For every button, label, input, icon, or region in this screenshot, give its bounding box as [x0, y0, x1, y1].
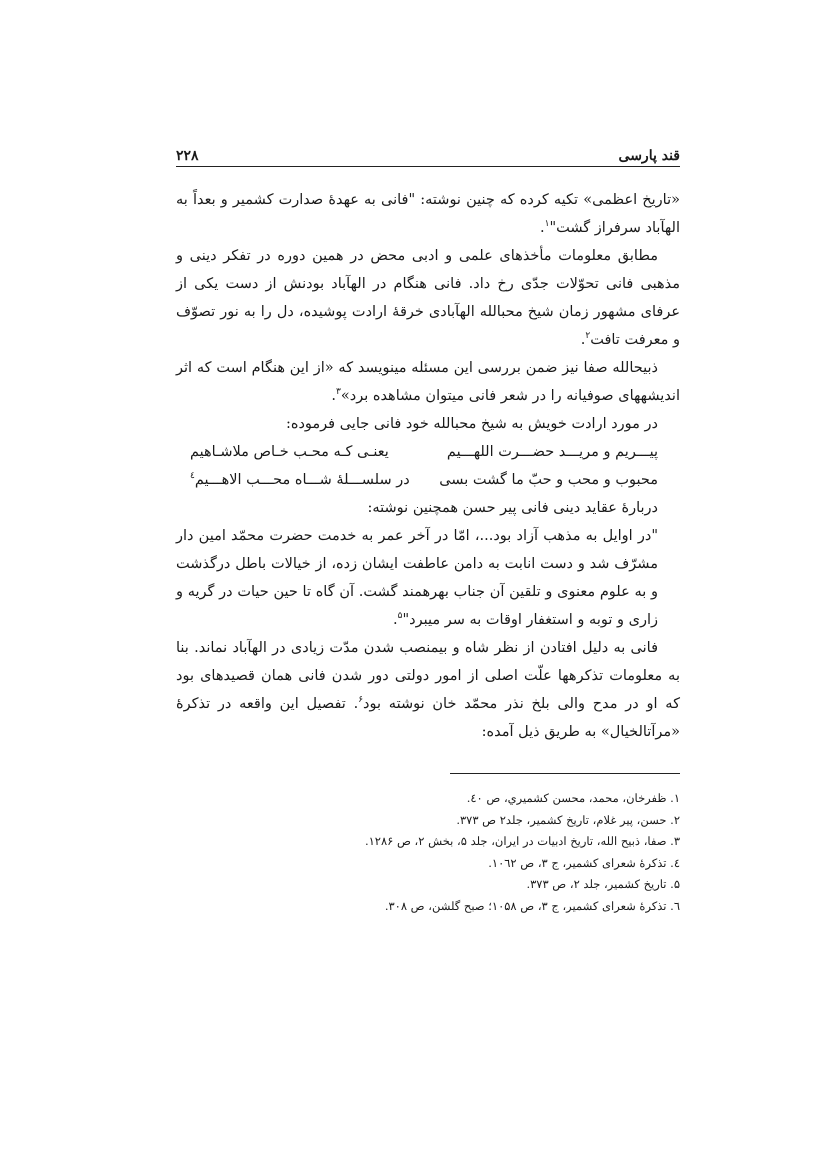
- footnote-5: ۵. تاریخ کشمیر، جلد ۲، ص ۳۷۳.: [526, 877, 680, 891]
- main-text: [176, 186, 680, 746]
- footnote-separator: [450, 773, 680, 774]
- running-header: [176, 141, 680, 167]
- footnote-4: ٤. تذکرۀ شعرای کشمیر، ج ۳، ص ۱۰٦۲.: [488, 855, 680, 870]
- paragraph-7: فانی به دلیل افتادن از نظر شاه و بیمنصب شدن مدّت زیادی در الهآباد نماند. بنا به معلومات تذکرهها علّت اصلی از امور دولتی دور شدن فانی همان قصیدهای بود که او در مدح والی بلخ نذر محمّد خان نوشته بود$^۶$. تفصیل این واقعه در تذکرۀ «مرآتالخیال» به طریق ذیل آمده:: [176, 640, 680, 740]
- poem-verse-1: [176, 438, 680, 466]
- footnote-ref[interactable]: ۶: [358, 695, 364, 706]
- paragraph-4: در مورد ارادت خویش به شیخ محبالله خود فانی جایی فرموده:: [285, 416, 658, 432]
- hemistich: پیـــریم و مریـــد حضـــرت اللهـــیم: [446, 444, 658, 460]
- hemistich: یعنـی کـه محـب خـاص ملاشـاهیم: [190, 444, 389, 460]
- book-title: قند پارسی: [618, 148, 680, 164]
- page-number: ۲۲۸: [176, 148, 199, 164]
- footnote-ref[interactable]: ۱: [544, 219, 550, 230]
- hemistich: در سلســـلۀ شـــاه محـــب الاهـــیم$^٤$: [190, 471, 410, 488]
- footnote-2: ۲. حسن، پیر غلام، تاریخ کشمیر، جلد۲ ص ۳۷۳.: [456, 812, 680, 827]
- paragraph-2: مطابق معلومات مأخذهای علمی و ادبی محض در همین دوره در تفکر دینی و مذهبی فانی تحوّلات جدّی رخ داد. فانی هنگام در الهآباد بودنش از دست یکی از عرفای مشهور زمان شیخ محبالله الهآبادی خرقۀ ارادت پوشیده، دل را به نور تصوّف و معرفت تافت$^۲$.: [176, 248, 680, 348]
- paragraph-1: «تاریخ اعظمی» تکیه کرده که چنین نوشته: "فانی به عهدۀ صدارت کشمیر و بعداً به الهآباد سرفراز گشت"$^۱$.: [176, 192, 680, 236]
- paragraph-3: ذبیحالله صفا نیز ضمن بررسی این مسئله مینویسد که «از این هنگام است که اثر اندیشههای صوفیانه را در شعر فانی میتوان مشاهده برد»$^۳$.: [176, 360, 680, 404]
- footnote-ref[interactable]: ۲: [585, 331, 591, 342]
- footnote-ref[interactable]: ٤: [190, 471, 195, 482]
- quotation: "در اوایل به مذهب آزاد بود...، امّا در آخر عمر به خدمت حضرت محمّد امین دار مشرّف شد و دست انابت به دامن عاطفت ایشان زده، از خیالات باطل درگذشت و به علوم معنوی و تلقین آن جناب بهرهمند گشت. آن گاه تا حین حیات در گریه و زاری و توبه و استغفار اوقات به سر میبرد"$^۵$.: [176, 528, 658, 628]
- footnotes: [260, 788, 680, 917]
- paragraph-5: دربارۀ عقاید دینی فانی پیر حسن همچنین نوشته:: [367, 500, 658, 516]
- footnote-3: ۳. صفا، ذبیح الله، تاریخ ادبیات در ایران، جلد ۵، بخش ۲، ص ۱۲۸۶.: [364, 834, 680, 848]
- poem-verse-2: [176, 466, 680, 494]
- hemistich: محبوب و محب و حبّ ما گشت بسی: [439, 472, 658, 488]
- footnote-1: ۱. ظفرخان، محمد، محسن کشمیري، ص ٤٠.: [466, 791, 680, 805]
- footnote-ref[interactable]: ۵: [397, 611, 403, 622]
- footnote-6: ٦. تذکرۀ شعرای کشمیر، ج ۳، ص ۱۰۵۸؛ صبح گلشن، ص ۳۰۸.: [384, 898, 680, 913]
- footnote-ref[interactable]: ۳: [336, 387, 341, 398]
